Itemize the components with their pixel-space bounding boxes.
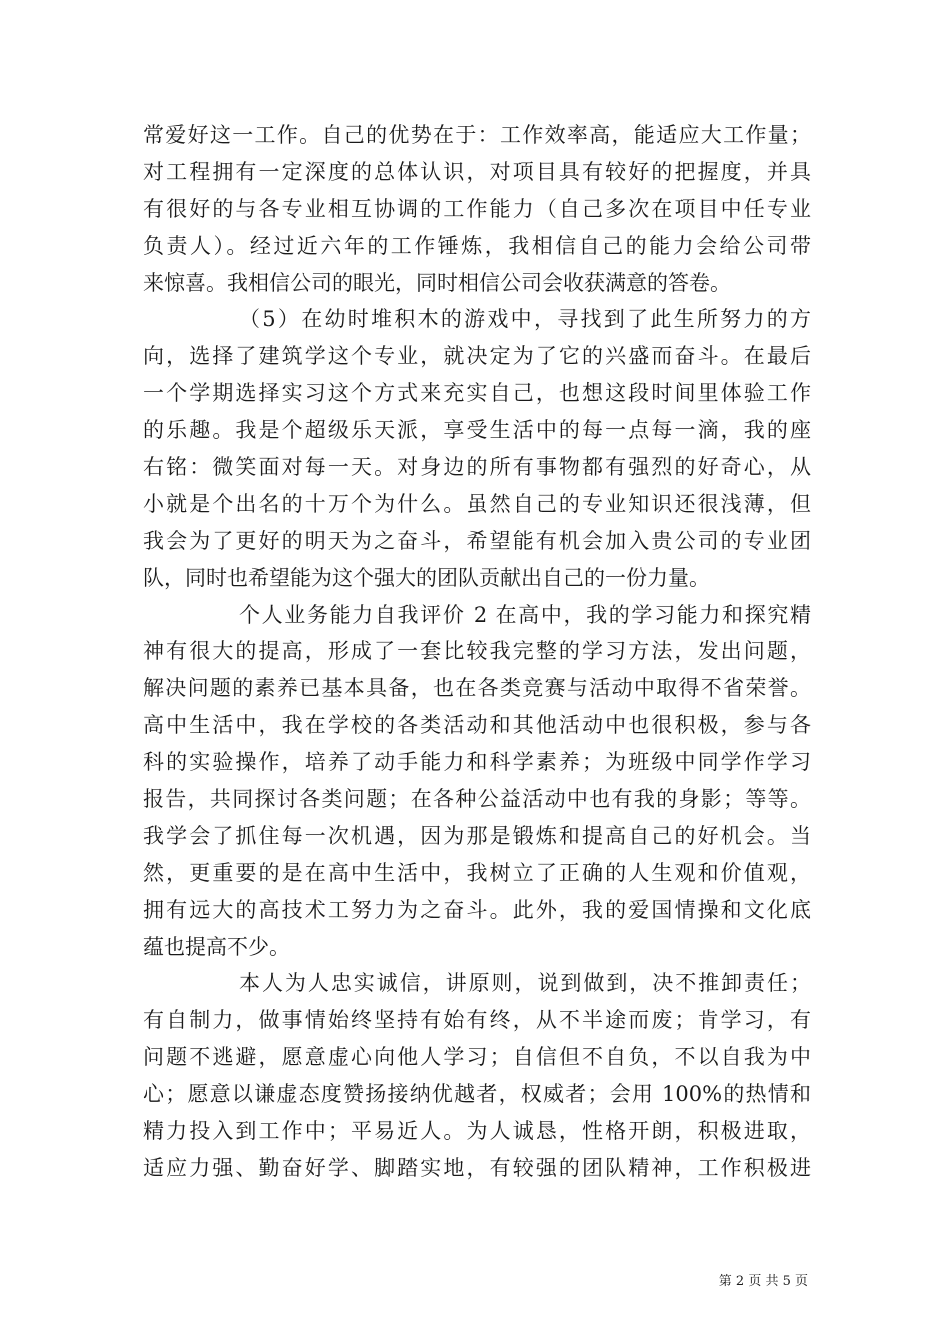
text-line: 常爱好这一工作。自己的优势在于：工作效率高，能适应大工作量； <box>143 123 811 147</box>
text-line: 对工程拥有一定深度的总体认识，对项目具有较好的把握度，并具 <box>143 159 811 184</box>
text-line: 向，选择了建筑学这个专业，就决定为了它的兴盛而奋斗。在最后 <box>143 344 811 369</box>
text-line: 科的实验操作，培养了动手能力和科学素养；为班级中同学作学习 <box>143 750 811 775</box>
text-line: 拥有远大的高技术工努力为之奋斗。此外，我的爱国情操和文化底 <box>143 897 811 922</box>
text-line: （5）在幼时堆积木的游戏中，寻找到了此生所努力的方 <box>239 307 811 332</box>
text-line: 问题不逃避，愿意虚心向他人学习；自信但不自负，不以自我为中 <box>143 1045 811 1070</box>
body-text <box>143 117 811 1187</box>
text-line: 然，更重要的是在高中生活中，我树立了正确的人生观和价值观， <box>143 860 811 885</box>
text-line: 小就是个出名的十万个为什么。虽然自己的专业知识还很浅薄，但 <box>143 491 811 516</box>
text-line: 我学会了抓住每一次机遇，因为那是锻炼和提高自己的好机会。当 <box>143 823 811 848</box>
text-line: 心；愿意以谦虚态度赞扬接纳优越者，权威者；会用 100%的热情和 <box>143 1082 811 1107</box>
text-line: 解决问题的素养已基本具备，也在各类竞赛与活动中取得不省荣誉。 <box>143 676 811 701</box>
text-line: 负责人）。经过近六年的工作锤炼，我相信自己的能力会给公司带 <box>143 233 811 258</box>
text-line: 个人业务能力自我评价 2 在高中，我的学习能力和探究精 <box>239 602 811 627</box>
text-line: 报告，共同探讨各类问题；在各种公益活动中也有我的身影；等等。 <box>143 787 811 812</box>
text-line: 我会为了更好的明天为之奋斗，希望能有机会加入贵公司的专业团 <box>143 528 811 553</box>
page-number: 第 2 页 共 5 页 <box>718 1274 808 1289</box>
text-line: 的乐趣。我是个超级乐天派，享受生活中的每一点每一滴，我的座 <box>143 418 811 443</box>
text-line: 一个学期选择实习这个方式来充实自己，也想这段时间里体验工作 <box>143 381 811 406</box>
text-line: 有自制力，做事情始终坚持有始有终，从不半途而废；肯学习，有 <box>143 1008 811 1033</box>
text-line: 队，同时也希望能为这个强大的团队贡献出自己的一份力量。 <box>143 565 710 590</box>
text-line: 来惊喜。我相信公司的眼光，同时相信公司会收获满意的答卷。 <box>143 270 731 295</box>
text-line: 本人为人忠实诚信，讲原则，说到做到，决不推卸责任； <box>239 971 811 996</box>
text-line: 精力投入到工作中；平易近人。为人诚恳，性格开朗，积极进取， <box>143 1119 811 1144</box>
text-line: 适应力强、勤奋好学、脚踏实地，有较强的团队精神，工作积极进 <box>143 1155 811 1180</box>
text-line: 神有很大的提高，形成了一套比较我完整的学习方法，发出问题， <box>143 639 811 664</box>
text-line: 有很好的与各专业相互协调的工作能力（自己多次在项目中任专业 <box>143 196 811 221</box>
text-line: 右铭：微笑面对每一天。对身边的所有事物都有强烈的好奇心，从 <box>143 455 811 480</box>
text-line: 高中生活中，我在学校的各类活动和其他活动中也很积极，参与各 <box>143 713 811 738</box>
text-line: 蕴也提高不少。 <box>143 934 290 959</box>
